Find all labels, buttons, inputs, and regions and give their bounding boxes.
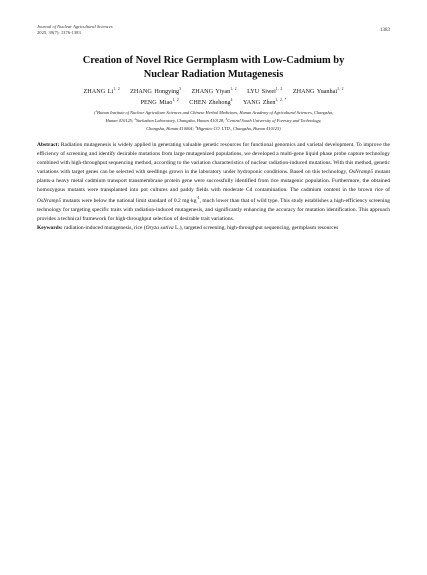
author: PENG Miao$^{1, 2}$	[140, 98, 179, 106]
author: YANG Zhen$^{1, 2, *}$	[243, 98, 287, 106]
gene-name: OsNramp5	[37, 198, 62, 205]
author-row-1	[55, 86, 372, 97]
title-line-2: Nuclear Radiation Mutagenesis	[143, 69, 284, 80]
author: LYU Siwei$^{1, 2}$	[247, 87, 283, 95]
affiliation-line-3: Changsha, Hunan 410004; $^4$Higentec CO. LTD., Changsha, Hunan 410125)	[146, 125, 281, 131]
volume-info: 2025, 39(7): 1376-1383	[37, 30, 81, 35]
title-line-1: Creation of Novel Rice Germplasm with Low-Cadmium by	[82, 55, 345, 66]
author: ZHANG Yuanhai$^{1, 2}$	[292, 87, 344, 95]
journal-name: Journal of Nuclear Agricultural Sciences	[37, 24, 113, 29]
abstract-paragraph: Abstract: Radiation mutagenesis is widely applied in generating valuable genetic resources for functional genomics and varietal development. To improve the efficiency of screening and identify desirable mutations from large mutagenized populations, we developed a multi-gene liquid phase probe capture technology combined with high-throughput sequencing method, according to the variation characteristics of nuclear radiation-induced mutations. With this method, genetic variations with target genes can be selected with seedlings grown in the laboratory under hydroponic conditions. Based on this technology, OsNramp5 mutant plants-a heavy metal cadmium transport transmembrane protein gene were successfully identified from rice mutagenic population. Furthermore, the obtained homozygous mutants were transplanted into pot cultures and paddy fields with moderate Cd contamination. The cadmium content in the brown rice of OsNramp5 mutants were below the national limit standard of 0.2 $mg\cdot kg^{-1}$, much lower than that of wild type. This study establishes a high-efficiency screening technology for targeting specific traits with radiation-induced mutagenesis, and significantly enhancing the accuracy for mutation identification. This approach provides a technical framework for high-throughput selection of desirable trait variations.	[37, 142, 390, 223]
author: CHEN Zhehong$^4$	[189, 98, 233, 106]
species-name: Oryza sativa	[145, 224, 174, 231]
author: ZHANG Yiyan$^{1, 2}$	[191, 87, 237, 95]
author-list	[55, 86, 372, 108]
author: ZHANG Li$^{1, 2}$	[83, 87, 120, 95]
abstract-label: Abstract:	[37, 142, 60, 148]
affiliations	[55, 109, 372, 133]
page-number: 1383	[380, 28, 390, 33]
paper-title	[40, 54, 387, 82]
gene-name: OsNramp5	[348, 168, 374, 175]
author: ZHANG Hongying$^3$	[130, 87, 181, 95]
keywords-label: Keywords:	[37, 224, 63, 231]
affiliation-line-1: ($^1$Hunan Institute of Nuclear Agriculture Sciences and Chinese Herbal Medicines, Hunan Academy of Agricultural Sciences, Changsha,	[94, 109, 333, 115]
abstract-block	[37, 141, 390, 233]
keywords-paragraph: Keywords: radiation-induced mutagenesis, rice (Oryza sativa L.), targeted screening, high-throughput sequencing, germplasm resources	[37, 224, 339, 231]
author-row-2	[55, 97, 372, 108]
journal-header	[37, 24, 113, 36]
affiliation-line-2: Hunan 410125; $^2$Yuelushan Laboratory, Changsha, Hunan 410128; $^3$Central South University of Forestry and Technology,	[105, 117, 322, 123]
